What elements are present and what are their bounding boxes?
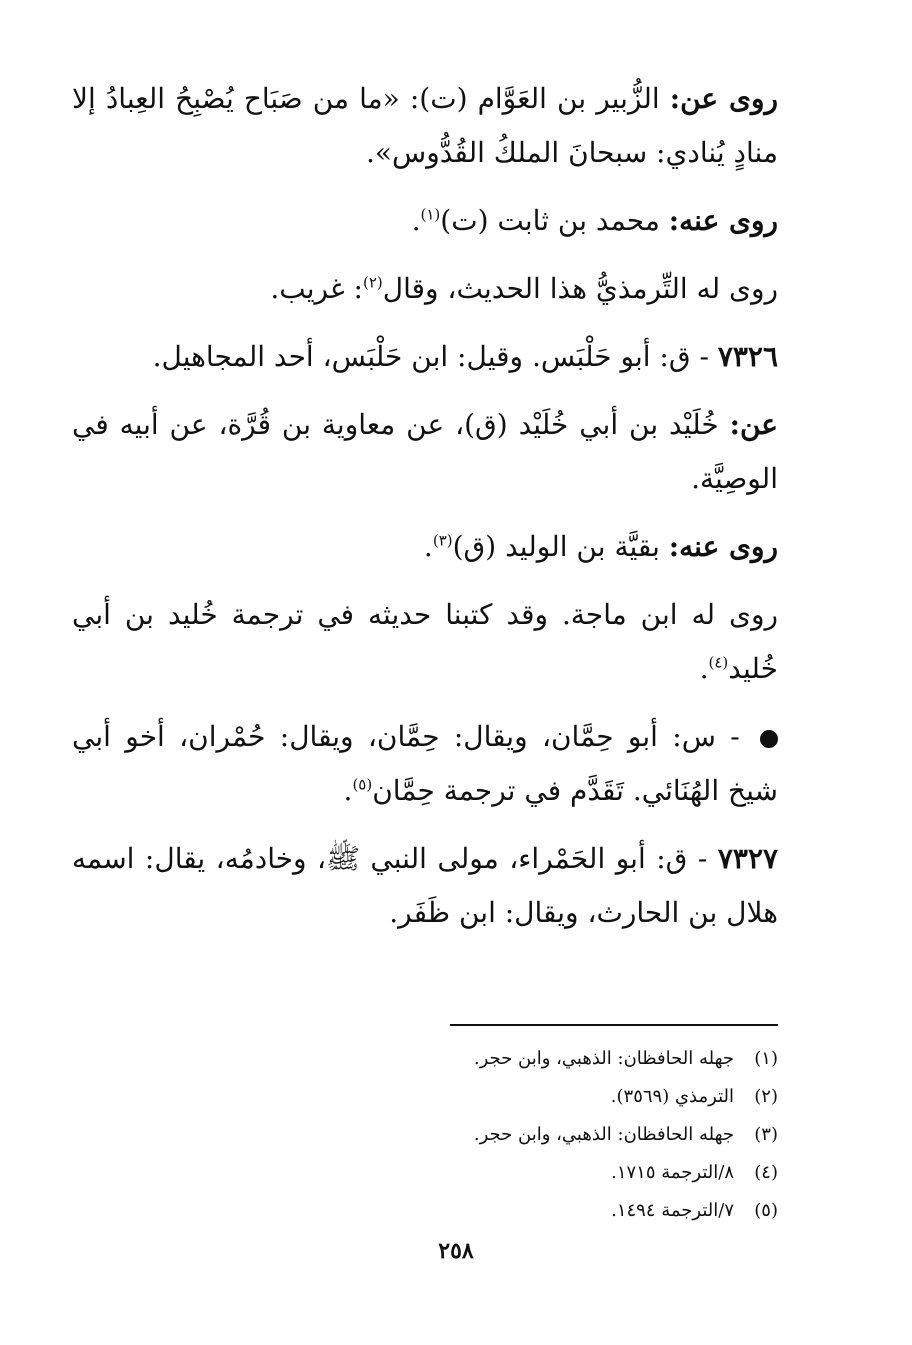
page-number: ٢٥٨	[438, 1238, 474, 1264]
footnote-ref[interactable]: (٢)	[362, 273, 383, 292]
footnote-number: (٤)	[754, 1162, 778, 1183]
entry-7326	[72, 330, 778, 384]
footnote-number: (١)	[754, 1048, 778, 1069]
entry-riwaya-anhu	[72, 194, 778, 248]
entry-label: روى عنه:	[668, 204, 778, 237]
bullet-dot-icon	[760, 730, 778, 748]
footnote-number: (٢)	[754, 1086, 778, 1107]
footnote-item	[474, 1078, 778, 1116]
entry-text: محمد بن ثابت (ت)	[440, 204, 660, 237]
entry-text: روى له ابن ماجة. وقد كتبنا حديثه في ترجمة خُليد بن أبي خُليد	[72, 598, 778, 685]
footnote-number: (٥)	[754, 1200, 778, 1221]
footnote-item	[474, 1116, 778, 1154]
entry-label: روى عن:	[669, 82, 778, 115]
entry-end: .	[423, 530, 433, 563]
entry-riwaya-an	[72, 72, 778, 180]
entry-text: بقيَّة بن الوليد (ق)	[452, 530, 660, 563]
footnote-text: الترمذي (٣٥٦٩).	[610, 1086, 734, 1107]
footnote-item	[474, 1040, 778, 1078]
footnote-text: جهله الحافظان: الذهبي، وابن حجر.	[473, 1048, 734, 1069]
entry-text: خُلَيْد بن أبي خُلَيْد (ق)، عن معاوية بن قُرَّة، عن أبيه في الوصِيَّة.	[72, 408, 778, 495]
entry-text: روى له التِّرمذيُّ هذا الحديث، وقال	[382, 272, 778, 305]
footnote-ref[interactable]: (٣)	[432, 531, 453, 550]
entry-label: روى عنه:	[668, 530, 778, 563]
footnote-ref[interactable]: (٤)	[708, 653, 729, 672]
entry-end: .	[411, 204, 421, 237]
entry-an	[72, 398, 778, 506]
entry-end: .	[343, 774, 353, 807]
footnote-ref[interactable]: (١)	[420, 205, 441, 224]
entry-ibn-majah	[72, 588, 778, 696]
entry-7327	[72, 832, 778, 940]
entry-number: ٧٣٢٧	[717, 842, 779, 875]
entry-end: .	[699, 652, 709, 685]
entry-label: عن:	[729, 408, 778, 441]
entry-text: - ق: أبو الحَمْراء، مولى النبي ﷺ، وخادمُه، يقال: اسمه هلال بن الحارث، ويقال: ابن ظَفَر.	[72, 842, 778, 929]
footnote-text: ٨/الترجمة ١٧١٥.	[611, 1162, 734, 1183]
page-body	[72, 72, 778, 954]
footnotes	[474, 1040, 778, 1230]
footnote-item	[474, 1154, 778, 1192]
footnote-divider	[450, 1024, 778, 1026]
footnote-item	[474, 1192, 778, 1230]
entry-text: الزُّبير بن العَوَّام (ت): «ما من صَبَاح يُصْبِحُ العِبادُ إلا منادٍ يُنادي: سبحانَ الملكُ القُدُّوس».	[72, 82, 778, 169]
entry-abu-himman	[72, 710, 778, 818]
entry-rawa-lahu	[72, 262, 778, 316]
footnote-text: ٧/الترجمة ١٤٩٤.	[611, 1200, 734, 1221]
footnote-text: جهله الحافظان: الذهبي، وابن حجر.	[473, 1124, 734, 1145]
footnote-ref[interactable]: (٥)	[352, 775, 373, 794]
entry-text: - ق: أبو حَلْبَس. وقيل: ابن حَلْبَس، أحد المجاهيل.	[152, 340, 709, 373]
entry-text-cont: : غريب.	[270, 272, 363, 305]
entry-riwaya-anhu-2	[72, 520, 778, 574]
footnote-number: (٣)	[754, 1124, 778, 1145]
entry-text: - س: أبو حِمَّان، ويقال: حِمَّان، ويقال: حُمْران، أخو أبي شيخ الهُنَائي. تَقَدَّم في ترجمة حِمَّان	[72, 720, 778, 807]
entry-number: ٧٣٢٦	[717, 340, 778, 373]
